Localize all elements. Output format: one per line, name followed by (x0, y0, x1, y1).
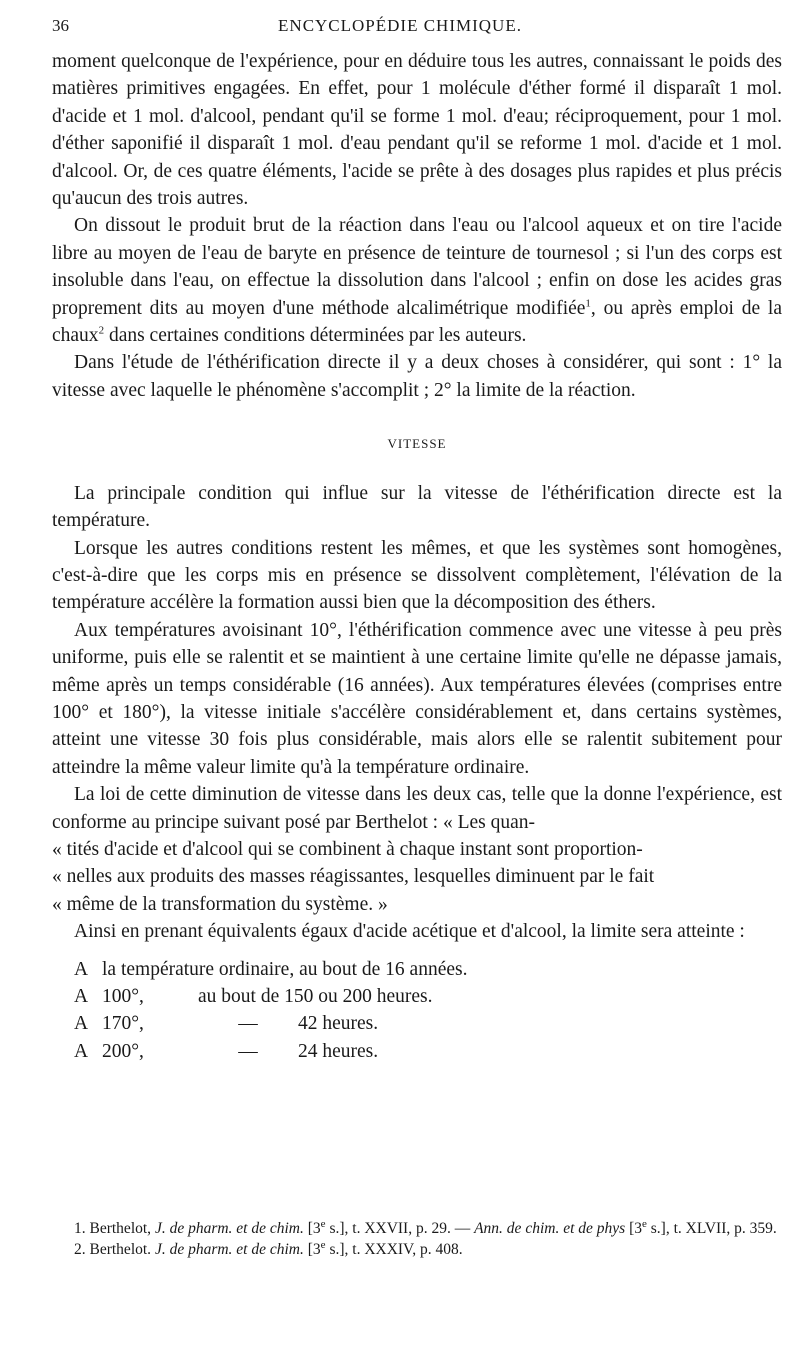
limit-text: la température ordinaire, au bout de 16 années. (102, 958, 468, 980)
footnote-ref-2: 2 (98, 324, 105, 337)
limit-text: au bout de 150 ou 200 heures. (198, 986, 433, 1007)
paragraph-two-things: Dans l'étude de l'éthérification directe il y a deux choses à considérer, qui sont : 1° la vitesse avec laquelle le phénomène s'accomplit ; 2° la limite de la réaction. (52, 352, 782, 401)
limit-label: A (74, 1040, 89, 1062)
quote-line: « même de la transformation du système. » (52, 893, 388, 915)
quote-line: « nelles aux produits des masses réagissantes, lesquelles diminuent par le fait (52, 866, 655, 888)
footnote-journal: J. de pharm. et de chim. (154, 1241, 304, 1258)
footnote-2 (52, 1239, 782, 1260)
paragraph-law: La loi de cette diminution de vitesse dans les deux cas, telle que la donne l'expérience, est conforme au principe suivant posé par Berthelot : « Les quan- (52, 784, 782, 833)
limit-temperature: 200°, (102, 1040, 144, 1062)
page-header (0, 16, 800, 42)
paragraph-temperature: La principale condition qui influe sur la vitesse de l'éthérification directe est la température. (52, 482, 782, 532)
limit-label: A (74, 958, 89, 980)
footnote-sup: e (641, 1217, 647, 1230)
limit-temperature: 170°, (102, 1013, 144, 1035)
page-number: 36 (52, 16, 69, 35)
footnote-text: s.], t. XXVII, p. 29. — (325, 1220, 475, 1237)
list-item (52, 956, 782, 983)
limit-dash: — (238, 1040, 258, 1062)
footnotes (52, 1218, 782, 1260)
paragraph-ten-degrees: Aux températures avoisinant 10°, l'éthérification commence avec une vitesse à peu près uniforme, puis elle se ralentit et se maintient à une certaine limite qu'elle ne dépasse jamais, même après un temps considérable (16 années). Aux températures élevées (comprises entre 100° et 180°), la vitesse initiale s'accélère considérablement et, dans certains systèmes, atteint une vitesse 30 fois plus considérable, mais alors elle se ralentit subitement pour atteindre la même valeur limite qu'à la température ordinaire. (52, 619, 782, 778)
limits-list (52, 956, 782, 1066)
footnote-text: [3 (303, 1220, 321, 1237)
list-item (52, 1010, 782, 1037)
footnote-text: s.], t. XLVII, p. 359. (646, 1220, 777, 1237)
body-text (52, 48, 782, 1065)
paragraph-equivalents: Ainsi en prenant équivalents égaux d'acide acétique et d'alcool, la limite sera atteinte : (74, 921, 745, 943)
paragraph-dissolution-c: dans certaines conditions déterminées par les auteurs. (104, 325, 527, 347)
footnote-text: s.], t. XXXIV, p. 408. (325, 1241, 463, 1258)
list-item (52, 983, 782, 1010)
limit-dash: — (238, 1013, 258, 1035)
footnote-sup: e (320, 1217, 326, 1230)
limit-text: 42 heures. (298, 1013, 379, 1035)
list-item (52, 1038, 782, 1065)
footnote-text: 1. Berthelot, (74, 1220, 155, 1237)
paragraph-dissolution-b: , ou après emploi de la chaux (52, 297, 782, 347)
footnote-journal: J. de pharm. et de chim. (154, 1220, 304, 1237)
footnote-text: 2. Berthelot. (74, 1241, 155, 1258)
paragraph-dissolution (52, 212, 782, 349)
footnote-journal: Ann. de chim. et de phys (474, 1220, 626, 1237)
footnote-text: [3 (625, 1220, 642, 1237)
footnote-text: [3 (303, 1241, 321, 1258)
footnote-ref-1: 1 (585, 297, 591, 310)
limit-label: A (74, 986, 89, 1007)
paragraph-homogeneous: Lorsque les autres conditions restent les mêmes, et que les systèmes sont homogènes, c'est-à-dire que les corps mis en présence se dissolvent complètement, l'élévation de la température accélère la formation aussi bien que la décomposition des éthers. (52, 537, 782, 614)
limit-text: 24 heures. (298, 1040, 379, 1062)
section-title-vitesse: VITESSE (387, 436, 447, 452)
limit-label: A (74, 1013, 89, 1035)
running-title: ENCYCLOPÉDIE CHIMIQUE. (278, 16, 522, 35)
footnote-1 (52, 1218, 782, 1239)
paragraph-dissolution-a: On dissout le produit brut de la réaction dans l'eau ou l'alcool aqueux et on tire l'acide libre au moyen de l'eau de baryte en présence de teinture de tournesol ; si l'un des corps est insoluble dans l'eau, on effectue la dissolution dans l'alcool ; enfin on dose les acides gras proprement dits au moyen d'une méthode alcalimétrique modifiée (52, 215, 782, 319)
limit-temperature: 100°, (102, 986, 144, 1007)
quote-line: « tités d'acide et d'alcool qui se combinent à chaque instant sont proportion- (52, 838, 643, 860)
paragraph-continuation: moment quelconque de l'expérience, pour en déduire tous les autres, connaissant le poids des matières primitives engagées. En effet, pour 1 molécule d'éther formé il disparaît 1 mol. d'acide et 1 mol. d'alcool, pendant qu'il se forme 1 mol. d'eau; réciproquement, pour 1 mol. d'éther saponifié il disparaît 1 mol. d'eau pendant qu'il se reforme 1 mol. d'acide et 1 mol. d'alcool. Or, de ces quatre éléments, l'acide se prête à des dosages plus rapides et plus précis qu'aucun des trois autres. (52, 51, 782, 210)
footnote-sup: e (320, 1238, 326, 1251)
